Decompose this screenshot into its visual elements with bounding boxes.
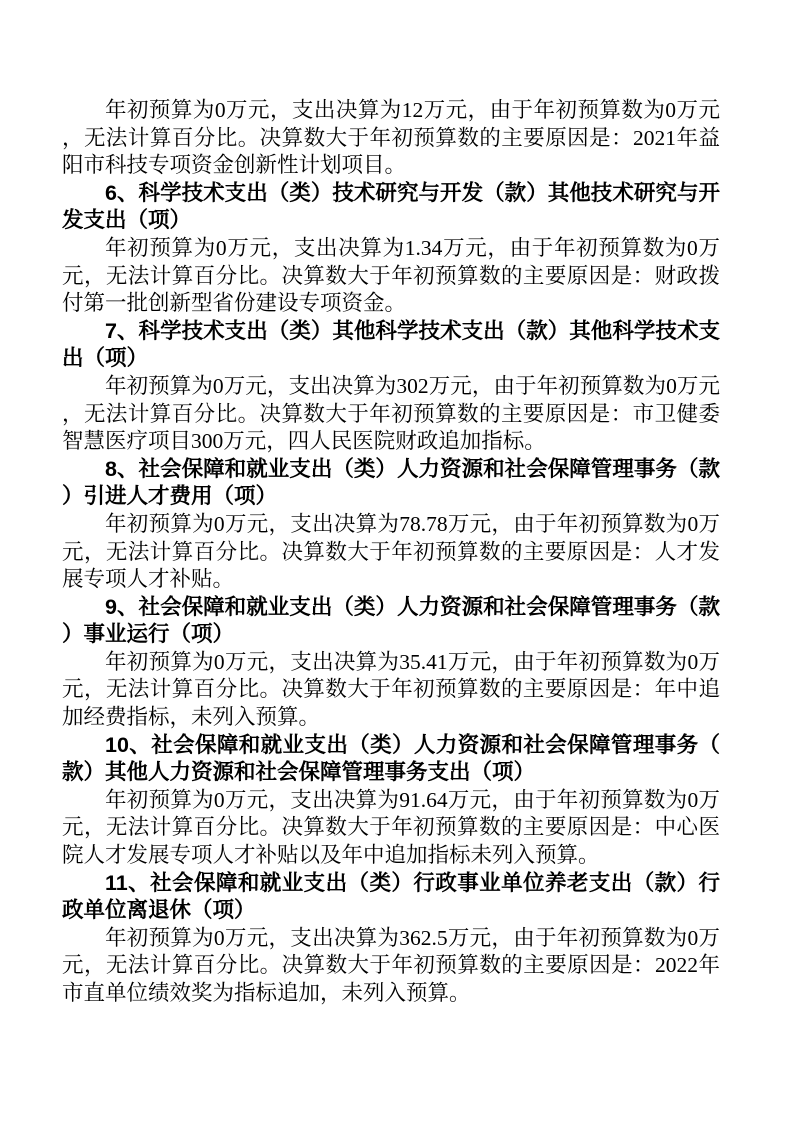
section-heading: 10、社会保障和就业支出（类）人力资源和社会保障管理事务（款）其他人力资源和社会保障管理事务支出（项）	[62, 732, 720, 785]
section-heading: 8、社会保障和就业支出（类）人力资源和社会保障管理事务（款）引进人才费用（项）	[62, 456, 720, 509]
paragraph: 年初预算为0万元，支出决算为12万元，由于年初预算数为0万元，无法计算百分比。决算数大于年初预算数的主要原因是：2021年益阳市科技专项资金创新性计划项目。	[62, 98, 720, 178]
section-heading: 7、科学技术支出（类）其他科学技术支出（款）其他科学技术支出（项）	[62, 318, 720, 371]
section-heading: 11、社会保障和就业支出（类）行政事业单位养老支出（款）行政单位离退休（项）	[62, 870, 720, 923]
paragraph: 年初预算为0万元，支出决算为78.78万元，由于年初预算数为0万元，无法计算百分比。决算数大于年初预算数的主要原因是：人才发展专项人才补贴。	[62, 511, 720, 592]
paragraph: 年初预算为0万元，支出决算为91.64万元，由于年初预算数为0万元，无法计算百分比。决算数大于年初预算数的主要原因是：中心医院人才发展专项人才补贴以及年中追加指标未列入预算。	[62, 787, 720, 868]
section-heading: 9、社会保障和就业支出（类）人力资源和社会保障管理事务（款）事业运行（项）	[62, 594, 720, 647]
paragraph: 年初预算为0万元，支出决算为1.34万元，由于年初预算数为0万元，无法计算百分比。决算数大于年初预算数的主要原因是：财政拨付第一批创新型省份建设专项资金。	[62, 235, 720, 316]
document-body	[62, 97, 720, 1008]
section-heading: 6、科学技术支出（类）技术研究与开发（款）其他技术研究与开发支出（项）	[62, 180, 720, 233]
paragraph: 年初预算为0万元，支出决算为362.5万元，由于年初预算数为0万元，无法计算百分比。决算数大于年初预算数的主要原因是：2022年市直单位绩效奖为指标追加，未列入预算。	[62, 925, 720, 1005]
paragraph: 年初预算为0万元，支出决算为302万元，由于年初预算数为0万元，无法计算百分比。决算数大于年初预算数的主要原因是：市卫健委智慧医疗项目300万元，四人民医院财政追加指标。	[62, 373, 720, 454]
paragraph: 年初预算为0万元，支出决算为35.41万元，由于年初预算数为0万元，无法计算百分比。决算数大于年初预算数的主要原因是：年中追加经费指标，未列入预算。	[62, 649, 720, 730]
